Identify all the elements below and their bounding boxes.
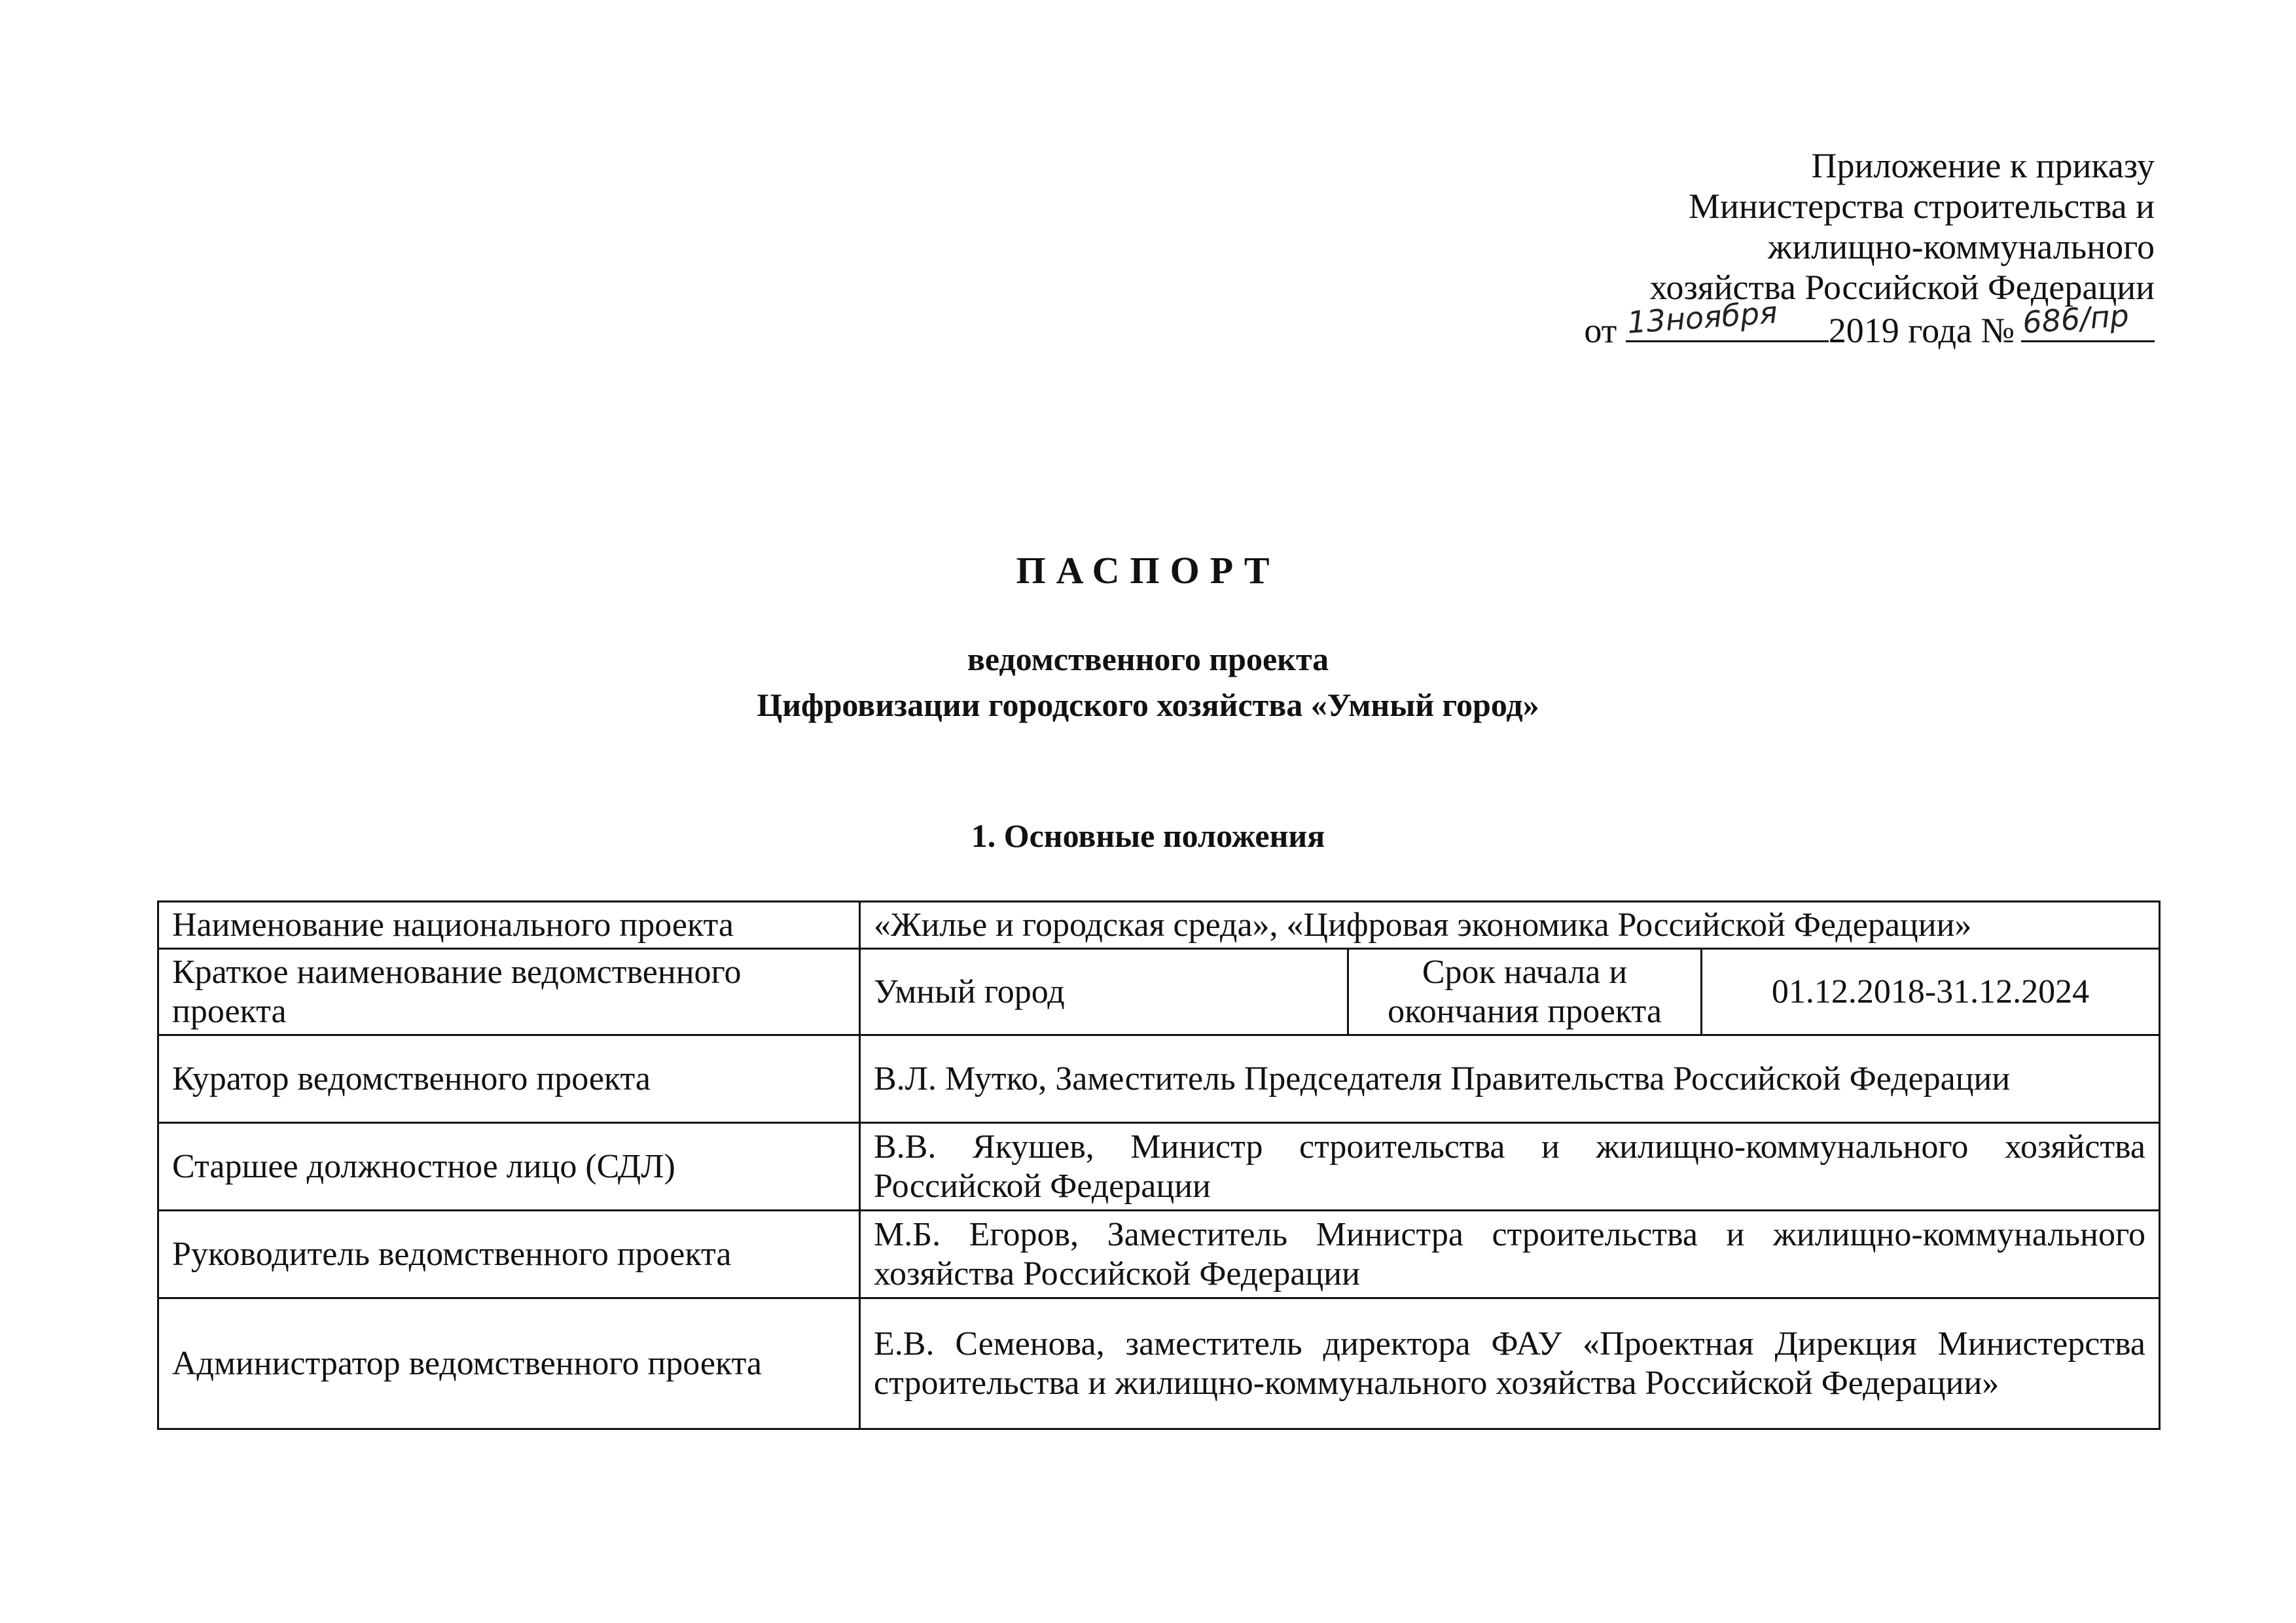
table-row-project-head	[158, 1211, 2160, 1298]
row3-value: В.Л. Мутко, Заместитель Председателя Правительства Российской Федерации	[860, 1035, 2160, 1123]
order-number-handwritten: 686/пр	[2021, 297, 2130, 340]
table-row-short-name	[158, 949, 2160, 1035]
row4-label: Старшее должностное лицо (СДЛ)	[158, 1123, 860, 1211]
row3-label: Куратор ведомственного проекта	[158, 1035, 860, 1123]
order-date-handwritten: 13ноября	[1626, 294, 1779, 340]
table-row-senior-official	[158, 1123, 2160, 1211]
document-title: ПАСПОРТ	[1016, 549, 1280, 592]
order-date-field	[1626, 294, 1829, 342]
row2-value: Умный город	[860, 949, 1348, 1035]
appendix-line-1: Приложение к приказу	[1811, 146, 2155, 185]
appendix-line-3: жилищно-коммунального	[1768, 227, 2155, 266]
passport-table	[157, 901, 2161, 1430]
section-heading: 1. Основные положения	[971, 817, 1325, 854]
row6-value: Е.В. Семенова, заместитель директора ФАУ «Проектная Дирекция Министерства строительства и жилищно-коммунального хозяйства Российской Федерации»	[860, 1298, 2160, 1429]
row2-label: Краткое наименование ведомственного проекта	[158, 949, 860, 1035]
order-prefix: от	[1584, 311, 1617, 350]
document-subtitle-1: ведомственного проекта	[967, 641, 1329, 677]
row1-label: Наименование национального проекта	[158, 902, 860, 949]
table-row-curator	[158, 1035, 2160, 1123]
row5-value: М.Б. Егоров, Заместитель Министра строительства и жилищно-коммунального хозяйства Российской Федерации	[860, 1211, 2160, 1298]
document-subtitle-2: Цифровизации городского хозяйства «Умный город»	[757, 687, 1539, 723]
row4-value: В.В. Якушев, Министр строительства и жилищно-коммунального хозяйства Российской Федерации	[860, 1123, 2160, 1211]
order-number-field	[2021, 297, 2155, 342]
order-line	[1369, 294, 2155, 351]
appendix-block	[1369, 145, 2155, 351]
table-row-national-project	[158, 902, 2160, 949]
table-row-administrator	[158, 1298, 2160, 1429]
row5-label: Руководитель ведомственного проекта	[158, 1211, 860, 1298]
appendix-line-2: Министерства строительства и	[1688, 187, 2155, 226]
row2-term-value: 01.12.2018-31.12.2024	[1702, 949, 2160, 1035]
row2-term-label: Срок начала и окончания проекта	[1348, 949, 1702, 1035]
appendix-line-4: хозяйства Российской Федерации	[1649, 268, 2155, 307]
order-year-text: 2019 года №	[1828, 311, 2015, 350]
row1-value: «Жилье и городская среда», «Цифровая экономика Российской Федерации»	[860, 902, 2160, 949]
row6-label: Администратор ведомственного проекта	[158, 1298, 860, 1429]
